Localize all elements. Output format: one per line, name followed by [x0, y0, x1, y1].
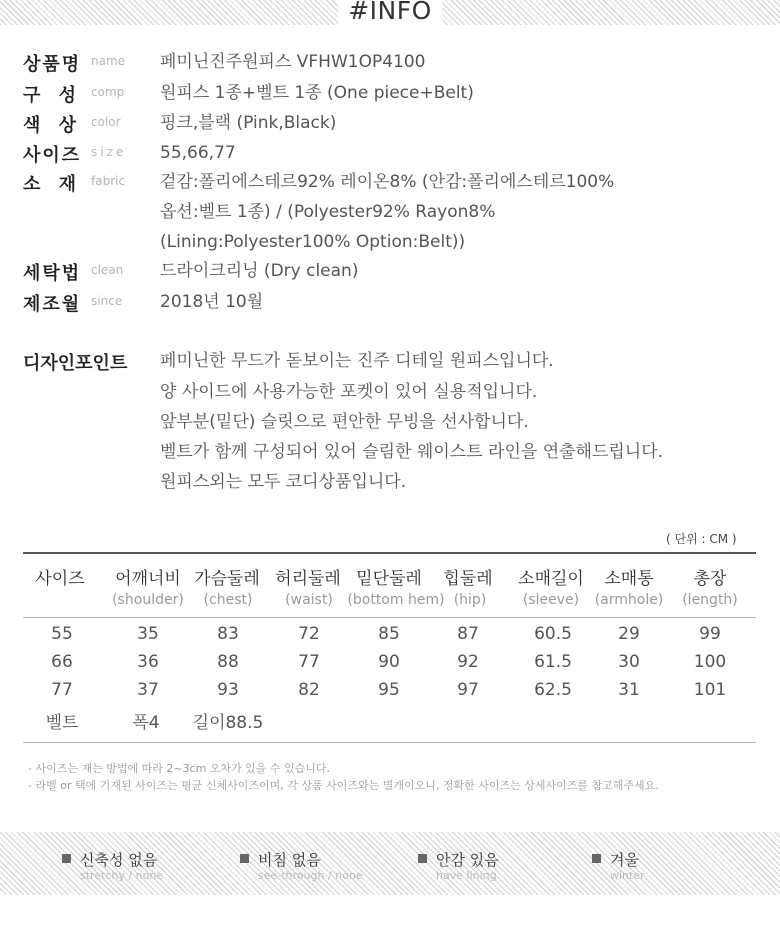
size-note: - 사이즈는 재는 방법에 따라 2~3cm 오차가 있을 수 있습니다. — [28, 762, 331, 775]
table-cell: 92 — [457, 652, 479, 672]
table-cell: 55 — [51, 624, 73, 644]
unit-label: ( 단위 : CM ) — [666, 532, 737, 546]
table-cell: 82 — [298, 680, 320, 700]
col-header: 소매통 — [604, 569, 654, 589]
col-header-en: (length) — [682, 592, 738, 608]
table-cell: 99 — [699, 624, 721, 644]
table-cell: 72 — [298, 624, 320, 644]
table-cell: 90 — [378, 652, 400, 672]
feature-sublabel: have lining — [436, 869, 497, 882]
design-point-line: 벨트가 함께 구성되어 있어 슬림한 웨이스트 라인을 연출해드립니다. — [160, 442, 664, 462]
design-point-line: 앞부분(밑단) 슬릿으로 편안한 무빙을 선사합니다. — [160, 412, 529, 432]
table-bottom-rule — [23, 742, 756, 743]
col-header: 어깨너비 — [115, 569, 181, 589]
info-label: 제조월 — [23, 294, 82, 315]
table-cell: 62.5 — [534, 680, 572, 700]
table-cell: 83 — [217, 624, 239, 644]
info-value: 페미닌진주원피스 VFHW1OP4100 — [160, 52, 426, 72]
col-header: 허리둘레 — [275, 569, 341, 589]
table-cell: 93 — [217, 680, 239, 700]
info-label: 구 성 — [23, 85, 83, 106]
col-header: 가슴둘레 — [194, 569, 260, 589]
col-header-en: (chest) — [203, 592, 253, 608]
table-cell: 88 — [217, 652, 239, 672]
feature-label: 비침 없음 — [258, 851, 321, 869]
col-header: 소매길이 — [518, 569, 584, 589]
belt-label: 벨트 — [45, 713, 79, 733]
col-header: 총장 — [693, 569, 727, 589]
table-cell: 61.5 — [534, 652, 572, 672]
col-header-en: (armhole) — [594, 592, 664, 608]
info-label: 세탁법 — [23, 263, 82, 284]
info-label: 색 상 — [23, 115, 83, 136]
col-header-en: (sleeve) — [522, 592, 580, 608]
features-bar — [0, 832, 780, 895]
info-sublabel: size — [91, 145, 127, 159]
table-cell: 87 — [457, 624, 479, 644]
info-value: 원피스 1종+벨트 1종 (One piece+Belt) — [160, 83, 474, 103]
col-header-en: (bottom hem) — [347, 592, 445, 608]
table-cell: 37 — [137, 680, 159, 700]
col-header-en: (shoulder) — [112, 592, 184, 608]
col-header: 사이즈 — [35, 569, 85, 589]
table-cell: 60.5 — [534, 624, 572, 644]
table-cell: 29 — [618, 624, 640, 644]
table-cell: 35 — [137, 624, 159, 644]
info-label: 사이즈 — [23, 145, 82, 166]
info-title-bar — [0, 0, 780, 25]
feature-sublabel: stretchy / none — [80, 869, 164, 882]
feature-label: 신축성 없음 — [80, 851, 158, 869]
table-cell: 101 — [693, 680, 727, 700]
feature-label: 안감 있음 — [436, 851, 499, 869]
feature-sublabel: see-through / none — [258, 869, 363, 882]
info-title: #INFO — [338, 0, 442, 26]
design-point-line: 원피스외는 모두 코디상품입니다. — [160, 472, 407, 492]
table-cell: 77 — [51, 680, 73, 700]
table-cell: 36 — [137, 652, 159, 672]
belt-length: 길이88.5 — [192, 713, 264, 733]
table-cell: 97 — [457, 680, 479, 700]
info-sublabel: comp — [91, 85, 125, 99]
table-cell: 100 — [693, 652, 727, 672]
design-point-line: 양 사이드에 사용가능한 포켓이 있어 실용적입니다. — [160, 382, 538, 402]
square-bullet-icon — [62, 854, 71, 863]
table-cell: 66 — [51, 652, 73, 672]
design-point-label: 디자인포인트 — [23, 353, 128, 374]
col-header: 힙둘레 — [443, 569, 493, 589]
feature-sublabel: winter — [610, 869, 645, 882]
square-bullet-icon — [240, 854, 249, 863]
info-sublabel: since — [91, 294, 123, 308]
col-header: 밑단둘레 — [356, 569, 422, 589]
info-sublabel: fabric — [91, 174, 126, 188]
fabric-extra-line: 옵션:벨트 1종) / (Polyester92% Rayon8% — [160, 202, 496, 222]
fabric-extra-line: (Lining:Polyester100% Option:Belt)) — [160, 232, 466, 252]
info-value: 핑크,블랙 (Pink,Black) — [160, 113, 337, 133]
feature-label: 겨울 — [610, 851, 639, 869]
info-value: 겉감:폴리에스테르92% 레이온8% (안감:폴리에스테르100% — [160, 172, 615, 192]
info-sublabel: name — [91, 54, 126, 68]
info-value: 55,66,77 — [160, 143, 236, 163]
col-header-en: (waist) — [285, 592, 333, 608]
col-header-en: (hip) — [453, 592, 487, 608]
table-header-rule — [23, 617, 756, 618]
table-cell: 77 — [298, 652, 320, 672]
table-cell: 30 — [618, 652, 640, 672]
table-cell: 31 — [618, 680, 640, 700]
belt-width: 폭4 — [132, 713, 160, 733]
table-top-rule — [23, 552, 756, 554]
table-cell: 95 — [378, 680, 400, 700]
square-bullet-icon — [418, 854, 427, 863]
square-bullet-icon — [592, 854, 601, 863]
size-note: - 라벨 or 택에 기재된 사이즈는 평균 신체사이즈이며, 각 상품 사이즈와는 별개이오니, 정확한 사이즈는 상세사이즈를 참고해주세요. — [28, 779, 659, 792]
info-sublabel: clean — [91, 263, 124, 277]
design-point-line: 페미닌한 무드가 돋보이는 진주 디테일 원피스입니다. — [160, 351, 554, 371]
info-value: 2018년 10월 — [160, 292, 264, 312]
info-sublabel: color — [91, 115, 121, 129]
table-cell: 85 — [378, 624, 400, 644]
info-label: 소 재 — [23, 174, 83, 195]
info-value: 드라이크리닝 (Dry clean) — [160, 261, 359, 281]
info-label: 상품명 — [23, 54, 82, 75]
